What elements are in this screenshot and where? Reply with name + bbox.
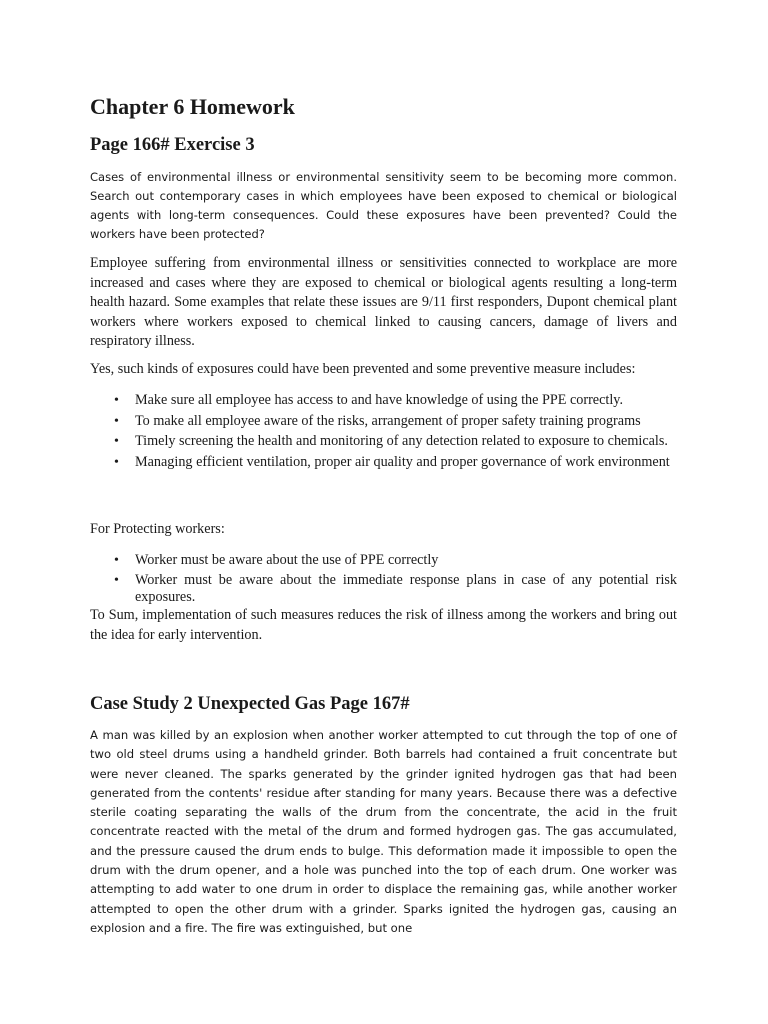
list-item: • To make all employee aware of the risks, arrangement of proper safety training programs: [90, 412, 677, 432]
case-study-paragraph: A man was killed by an explosion when another worker attempted to cut through the top of one of two old steel drums using a handheld grinder. Both barrels had contained a fruit concentrate but were never cleaned. The sparks generated by the grinder ignited hydrogen gas that had been generated from the contents' residue after standing for many years. Because there was a defective sterile coating separating the walls of the drum from the concentrate, the acid in the fruit concentrate reacted with the metal of the drum and formed hydrogen gas. The gas accumulated, and the pressure caused the drum ends to bulge. This deformation made it impossible to open the drum with the drum opener, and a hole was punched into the top of each drum. One worker was attempting to add water to one drum in order to displace the remaining gas, while another worker attempted to open the other drum with a grinder. Sparks ignited the hydrogen gas, causing an explosion and a fire. The fire was extinguished, but one: [90, 728, 677, 935]
bullet-icon: •: [114, 393, 119, 408]
bullet-icon: •: [114, 572, 119, 588]
prevention-intro: Yes, such kinds of exposures could have been prevented and some preventive measure includes:: [90, 361, 636, 377]
bullet-icon: •: [114, 454, 119, 470]
bullet-icon: •: [114, 434, 119, 449]
exercise-heading: Page 166# Exercise 3: [90, 135, 255, 155]
list-item: • Worker must be aware about the use of PPE correctly: [90, 551, 677, 571]
list-item: • Make sure all employee has access to and have knowledge of using the PPE correctly.: [90, 391, 677, 411]
prevention-list: [90, 391, 677, 473]
protect-intro: For Protecting workers:: [90, 521, 225, 537]
list-item: • Worker must be aware about the immediate response plans in case of any potential risk exposures.: [114, 571, 677, 605]
bullet-icon: •: [114, 413, 119, 429]
bullet-icon: •: [114, 553, 119, 568]
protect-list: [90, 551, 677, 608]
answer-paragraph: Employee suffering from environmental illness or sensitivities connected to workplace are more increased and cases where they are exposed to chemical or biological agents resulting a long-term health hazard. Some examples that relate these issues are 9/11 first responders, Dupont chemical plant workers where workers exposed to chemical linked to causing cancers, damage of livers and respiratory illness.: [90, 255, 677, 349]
question-paragraph: Cases of environmental illness or environmental sensitivity seem to be becoming more common. Search out contemporary cases in which employees have been exposed to chemical or biological agents with long-term consequences. Could these exposures have been prevented? Could the workers have been protected?: [90, 170, 677, 241]
list-item: • Managing efficient ventilation, proper air quality and proper governance of work environment: [90, 453, 677, 473]
summary-paragraph: To Sum, implementation of such measures reduces the risk of illness among the workers and bring out the idea for early intervention.: [90, 607, 677, 643]
chapter-title: Chapter 6 Homework: [90, 94, 295, 119]
case-study-heading: Case Study 2 Unexpected Gas Page 167#: [90, 694, 410, 714]
list-item: • Timely screening the health and monitoring of any detection related to exposure to chemicals.: [90, 432, 677, 452]
